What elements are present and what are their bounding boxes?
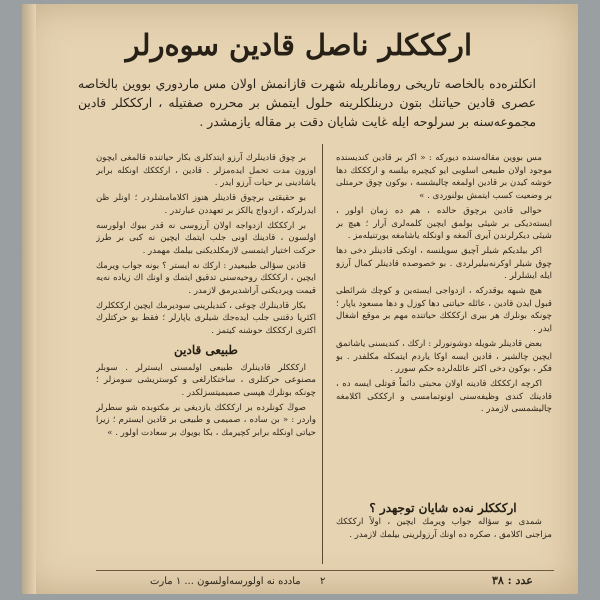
paragraph: بو حقيقتى برچوق قادينلر هنوز اكلامامشلردر ؛ اونلر ظن ايدرلركه ، ازدواج يالكز بر تعهددن عبارتدر . [96, 193, 316, 216]
article-title: اركككلر ناصل قادين سوه‌رلر [125, 28, 472, 62]
paragraph: اركككلر قادينلرك طبيعى اولمسنى ايسترلر . سوبلر مصنوعى حركتلرى ، ساختكارلغى و كوستريشى سومزلر ؛ چونكه بونلرك هپسى صميمیتسزلكدر . [96, 362, 316, 398]
paragraph: صوڭ كونلرده بر اركككك يازديغى بر مكتوبده شو سطرلر واردر : « بن ساده ، صميمى و طبيعى بر قادين ايسترم ؛ زيرا حياتى اونكله برابر كچيرمك ، بكا بويوك بر سعادت اولور . » [96, 402, 316, 439]
paragraph: قادين سؤالى طبيعيدر : اركك نه ايستر ؟ بونه جواب ويرمك ايچين ، اركككك روحيه‌سنى تدقيق ايتمك و اونك اك زياده نه‌يه قيمت ويرديكنى آراشديرمق لازمدر . [96, 260, 316, 297]
footer-rule [96, 570, 554, 571]
paragraph: حوالى قادين برچوق حالده ، هم ده زمان اولور ، ايسته‌ديكى بر شيئى بولمق ايچين كلمه‌لرى آرار ؛ هيچ بر شيئى ديكرلرندن آيرى آلمغه و اونكله ياشامغه يورتنيله‌مز . [336, 205, 552, 242]
paragraph: بر اركككك ازدواجه اولان آرزوسى نه قدر بيوك اولورسه اولسون ، قادينك اونى جلب ايتمك ايچين نه كبى بر طرز حركت اختيار ايتمسى لازمكلديكنى بيلمك مهمدر . [96, 220, 316, 256]
paragraph: بكار قادينلرك چوغى ، كنديلرينى سوديرمك ايچين اركككلرك اكثريا دقتنى جلب ايده‌جك شيلرى ياپارلر ؛ فقط بو حركتلرك اكثرى اركككك حوشنه كيتمز . [96, 300, 316, 337]
page-number: ٢ [320, 576, 326, 587]
issue-number: عدد : ٣٨ [492, 574, 533, 587]
magazine-page [22, 4, 578, 594]
article-intro: انكلتره‌ده بالخاصه تاريخى رومانلريله شهرت قازانمش اولان مس ماردوري بووين بالخاصه عصرى قادين حياتنك بتون درينلكلرينه حلول ايتمش بر محرره صفتيله ، اركككلر قادين مجموعه‌سنه بر سرلوحه ايله غايت شايان دقت بر مقاله يازمشدر . [78, 76, 536, 129]
section-heading-right: اركككلر نه‌ده شايان توجهدر ؟ [369, 501, 517, 515]
paragraph: اكر بيلديكم شيلر آچيق سويلنسه ، اوتكى قادينلر دخى دها چوق شيلر اوكرنه‌بيليرلردى . بو خصوصده قادينلر كمال آرزو ايله ايشلرلر . [336, 245, 552, 282]
paragraph: بر چوق قادينلرك آرزو ايتدكلرى بكار حياتنده قالمغى ايچون اوزون مدت تحمل ايده‌مزلر . قادين ، اركككك اونكله برابر ياشادينى بر حيات آرزو ايدر . [96, 153, 316, 189]
left-column [96, 152, 316, 564]
paragraph: مس بووين مقاله‌سنده ديوركه : « اكر بر قادين كنديسنده موجود اولان طبيعى اسلوبى ايو كيچيره بيلسه و اركككك دها خوشه كيدن بر قادين اولمغه چاليشسه ، بوكون چوق حرمتلى بر وضعيت كسب ايتمش بولنوردى . » [336, 153, 552, 202]
right-column-continued [336, 516, 552, 568]
column-divider [322, 144, 323, 564]
paragraph: هيچ شبهه يوقدركه ، ازدواجى ايسته‌ين و كوچك شرائطى قبول ايدن قادين ، عائله حياتنى دها كوزل و دها مسعود ياپار ؛ چونكه بونلرك هر بيرى اركككك حياتنده مهم بر موقع اشغال ايدر . [336, 286, 552, 335]
page-gutter [22, 4, 36, 594]
right-column [336, 152, 552, 514]
section-heading-left: طبيعى قادين [174, 342, 238, 357]
paragraph: اكرچه اركككك قادينه اولان محبتى دائماً قوتلى ايسه ده ، قادينك كندى وظيفه‌سنى اونوتمامسى و اركككى اكلامغه چاليشمسى لازمدر . [336, 378, 552, 415]
paragraph: شمدى بو سؤاله جواب ويرمك ايچين ، اولاً اركككك مزاجنى اكلامق ، صكره ده اونك آرزولرينى بيلمك لازمدر . [336, 517, 552, 540]
paragraph: بعض قادينلر شويله دوشونورلر : اركك ، كنديسنى ياشاتمق ايچين چالشير ، قادين ايسه اوكا ياردم ايتمكله مكلفدر . بو فكر ، بوكون دخى اكثر عائله‌لرده حكم سورر . [336, 338, 552, 375]
footer-left-text: مادده نه اولورسه‌اولسون ... ١ مارت [150, 576, 301, 587]
